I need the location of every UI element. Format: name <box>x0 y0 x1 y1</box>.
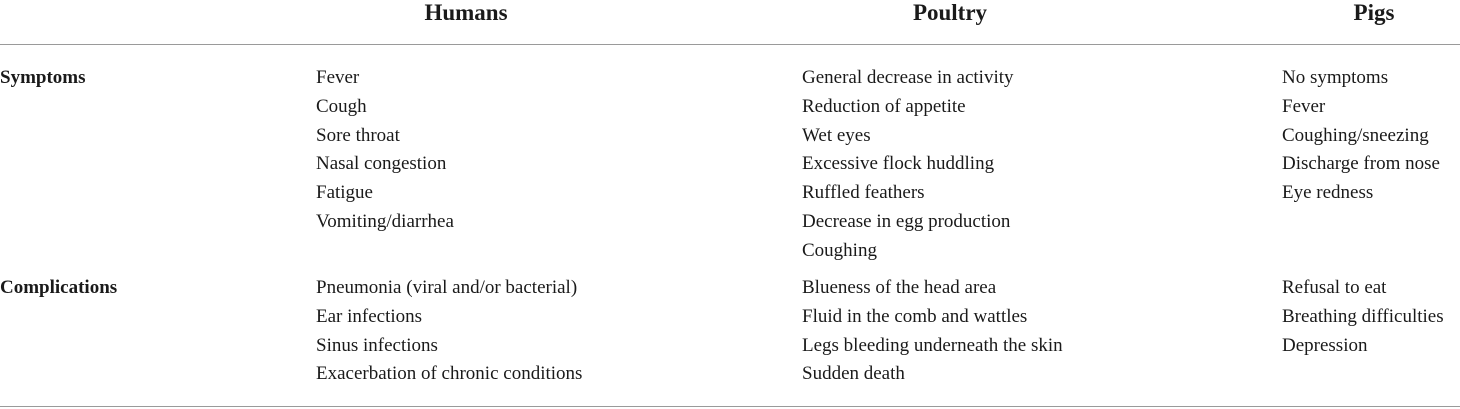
list-item: Ear infections <box>316 305 423 327</box>
cell-complications-pigs <box>1282 274 1444 360</box>
list-item: Vomiting/diarrhea <box>316 210 454 232</box>
list-item: Reduction of appetite <box>802 95 966 117</box>
list-item: Sinus infections <box>316 334 438 356</box>
list-item: Ruffled feathers <box>802 182 925 204</box>
cell-symptoms-humans <box>316 64 454 237</box>
list-item: Sudden death <box>802 363 905 385</box>
list-item: No symptoms <box>1282 67 1389 88</box>
column-header-pigs: Pigs <box>1353 0 1395 25</box>
list-item: General decrease in activity <box>802 67 1014 88</box>
row-label-complications: Complications <box>0 277 118 298</box>
table-header <box>0 0 1460 44</box>
list-item: Pneumonia (viral and/or bacterial) <box>316 277 578 298</box>
cell-symptoms-pigs <box>1282 64 1440 208</box>
list-item: Fever <box>316 67 360 88</box>
list-item: Legs bleeding underneath the skin <box>802 334 1063 356</box>
list-item: Fever <box>1282 95 1326 117</box>
column-header-poultry: Poultry <box>912 0 988 25</box>
cell-symptoms-poultry <box>802 64 1014 266</box>
list-item: Nasal congestion <box>316 153 447 175</box>
list-item: Exacerbation of chronic conditions <box>316 363 583 385</box>
list-item: Eye redness <box>1282 182 1374 204</box>
column-header-humans: Humans <box>424 0 508 25</box>
cell-complications-poultry <box>802 274 1063 389</box>
list-item: Depression <box>1282 334 1368 356</box>
list-item: Fatigue <box>316 182 373 204</box>
row-label-symptoms: Symptoms <box>0 67 86 88</box>
header-divider <box>0 44 1460 45</box>
list-item: Cough <box>316 95 367 117</box>
list-item: Blueness of the head area <box>802 277 997 298</box>
table-bottom-divider <box>0 406 1460 407</box>
list-item: Fluid in the comb and wattles <box>802 305 1028 327</box>
list-item: Sore throat <box>316 124 400 146</box>
list-item: Decrease in egg production <box>802 210 1011 232</box>
list-item: Coughing/sneezing <box>1282 124 1429 146</box>
list-item: Discharge from nose <box>1282 153 1440 175</box>
list-item: Refusal to eat <box>1282 277 1387 298</box>
list-item: Coughing <box>802 239 877 261</box>
list-item: Excessive flock huddling <box>802 153 995 175</box>
list-item: Breathing difficulties <box>1282 305 1444 327</box>
list-item: Wet eyes <box>802 124 871 146</box>
cell-complications-humans <box>316 274 582 389</box>
